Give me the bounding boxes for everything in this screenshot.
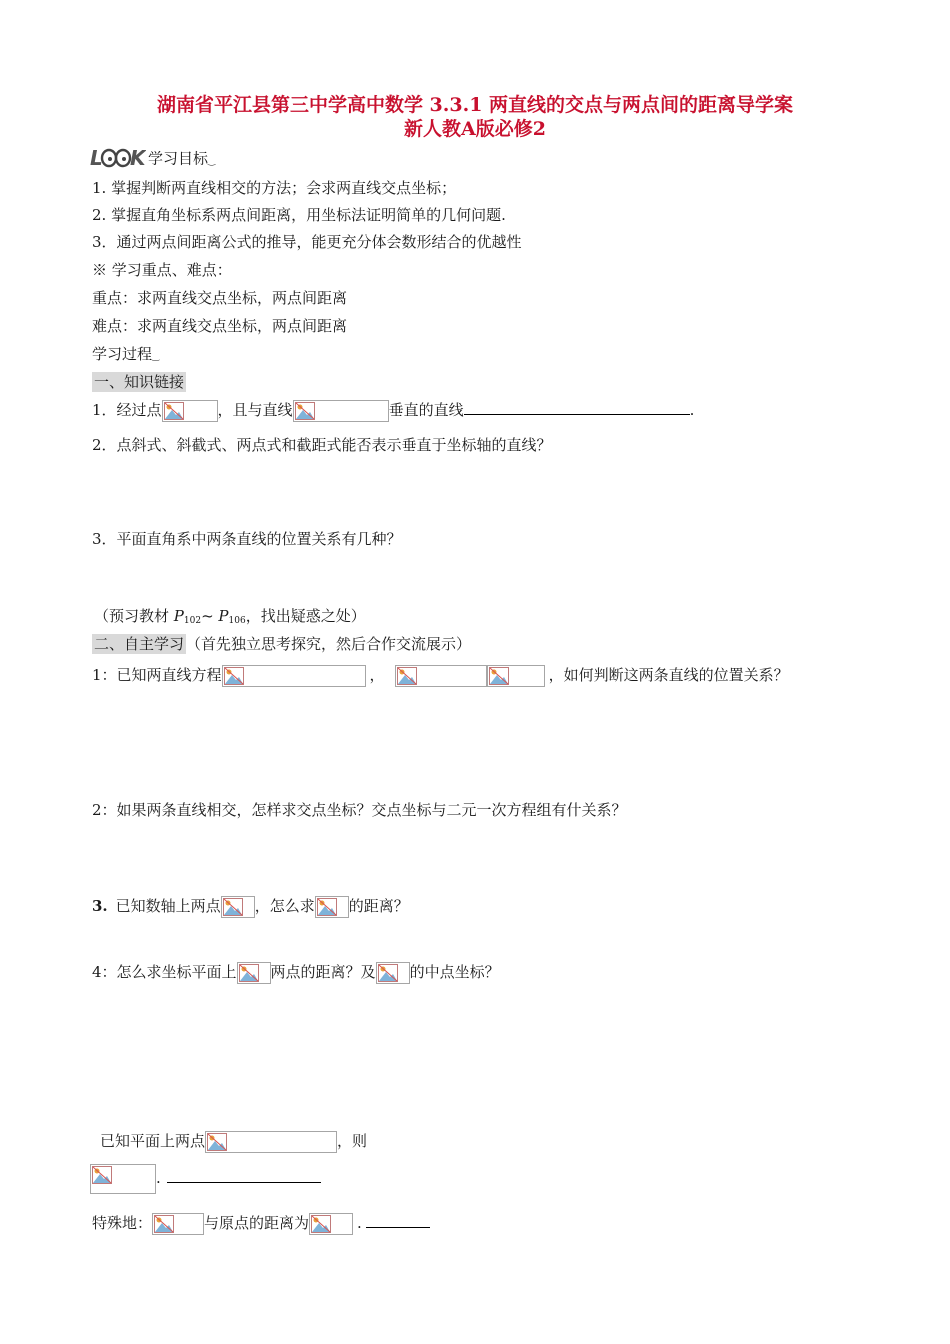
svg-text:L: L [90, 146, 103, 168]
q1-end: . [689, 401, 695, 419]
s2q1-comma: ， [369, 666, 385, 684]
special-text-b: 与原点的距离为 [204, 1214, 310, 1232]
goals-heading-row: L K 学习目标‿ [90, 146, 215, 173]
preview-page-p1: P [173, 607, 184, 625]
image-placeholder-icon [222, 665, 366, 687]
key-point: 重点：求两直线交点坐标，两点间距离 [92, 289, 348, 307]
process-heading: 学习过程 [92, 345, 153, 363]
s2q1-text-c: ，如何判断这两条直线的位置关系？ [548, 666, 789, 684]
s2q3-text-b: ，怎么求 [254, 897, 315, 915]
svg-text:K: K [130, 146, 146, 168]
difficulty: 难点：求两直线交点坐标，两点间距离 [92, 317, 348, 335]
image-placeholder-icon [90, 1164, 156, 1194]
section1-q3: 3．平面直角系中两条直线的位置关系有几种？ [92, 530, 402, 548]
look-logo-icon [90, 146, 146, 173]
section1-q1 [92, 400, 694, 422]
section2-q1 [92, 665, 789, 687]
key-points-heading: ※ 学习重点、难点： [92, 261, 232, 279]
goal-1: 1. 掌握判断两直线相交的方法；会求两直线交点坐标； [92, 179, 457, 197]
answer-blank [167, 1168, 321, 1183]
section2-q5 [100, 1131, 367, 1153]
s2q4-text-c: 的中点坐标？ [409, 963, 500, 981]
answer-blank [366, 1213, 430, 1228]
s2q3-text-a: 已知数轴上两点 [115, 897, 221, 915]
section2-special [92, 1213, 430, 1235]
section1-heading: 一、知识链接 [94, 373, 185, 391]
section1-heading-row [92, 372, 186, 392]
image-placeholder-icon [376, 962, 410, 984]
section2-q4 [92, 962, 500, 984]
image-placeholder-icon [309, 1213, 353, 1235]
image-placeholder-icon [395, 665, 487, 687]
document-title-line2: 新人教A版必修2 [404, 118, 546, 140]
section1-q2: 2．点斜式、斜截式、两点式和截距式能否表示垂直于坐标轴的直线？ [92, 436, 552, 454]
section2-q2: 2：如果两条直线相交，怎样求交点坐标？交点坐标与二元一次方程组有什关系？ [92, 801, 627, 819]
q1-text-c: 垂直的直线 [388, 401, 464, 419]
image-placeholder-icon [293, 400, 389, 422]
preview-text-b: ，找出疑惑之处） [245, 607, 366, 625]
image-placeholder-icon [221, 896, 255, 918]
answer-blank [464, 400, 690, 415]
document-title-line1: 湖南省平江县第三中学高中数学 3.3.1 两直线的交点与两点间的距离导学案 [156, 94, 794, 116]
special-text-a: 特殊地： [92, 1214, 153, 1232]
preview-page-102: 102 [183, 616, 202, 626]
process-heading-row: 学习过程‿ [92, 345, 160, 363]
section2-q3 [92, 896, 409, 918]
image-placeholder-icon [152, 1213, 204, 1235]
preview-page-p2: P [218, 607, 229, 625]
q1-text-b: ，且与直线 [217, 401, 293, 419]
s2q3-text-c: 的距离？ [348, 897, 409, 915]
preview-note [94, 606, 366, 631]
s2q4-text-b: 两点的距离？及 [270, 963, 376, 981]
s2q5-dot: . [156, 1169, 161, 1187]
s2q4-text-a: 4：怎么求坐标平面上 [92, 963, 237, 981]
image-placeholder-icon [487, 665, 545, 687]
s2q5-text-b: ，则 [337, 1132, 368, 1150]
preview-tilde: ~ [201, 607, 219, 625]
section2-q5-answer [90, 1164, 321, 1194]
preview-text-a: （预习教材 [94, 607, 174, 625]
image-placeholder-icon [237, 962, 271, 984]
goals-heading: 学习目标 [148, 149, 209, 168]
special-dot: . [357, 1214, 362, 1232]
image-placeholder-icon [315, 896, 349, 918]
goal-3: 3．通过两点间距离公式的推导，能更充分体会数形结合的优越性 [92, 233, 522, 251]
image-placeholder-icon [162, 400, 218, 422]
section2-heading: 二、自主学习 [94, 635, 185, 653]
section2-heading-row [92, 634, 471, 654]
s2q5-text-a: 已知平面上两点 [100, 1132, 206, 1150]
section2-note: （首先独立思考探究，然后合作交流展示） [186, 635, 472, 653]
s2q3-num: 3. [92, 897, 108, 915]
image-placeholder-icon [205, 1131, 337, 1153]
goal-2: 2. 掌握直角坐标系两点间距离，用坐标法证明简单的几何问题. [92, 206, 506, 224]
preview-page-106: 106 [228, 616, 246, 626]
s2q1-text-a: 1：已知两直线方程 [92, 666, 222, 684]
q1-text-a: 1．经过点 [92, 401, 162, 419]
